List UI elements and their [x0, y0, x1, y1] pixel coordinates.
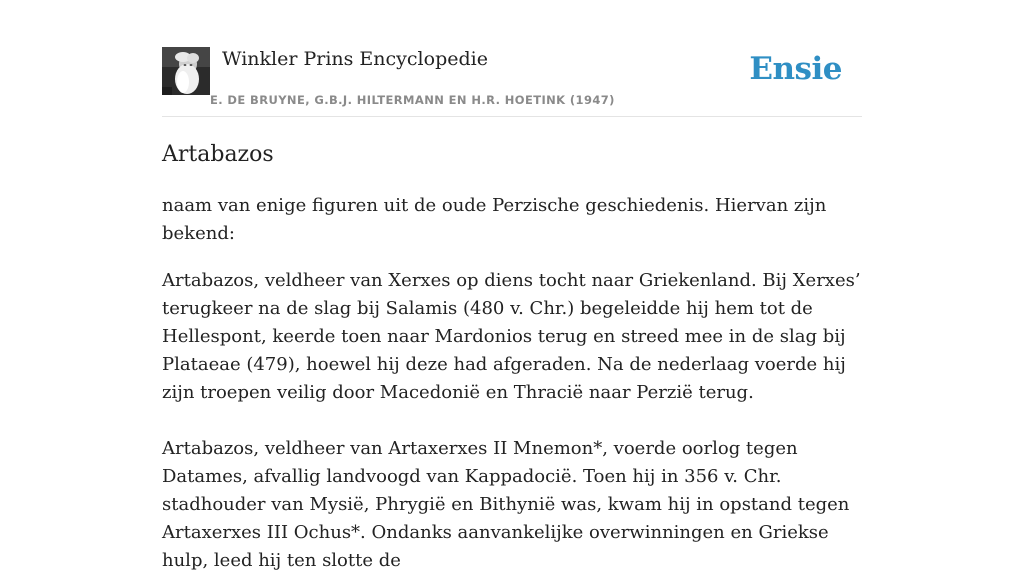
page-container	[162, 0, 862, 571]
article-body	[162, 192, 862, 575]
encyclopedia-title[interactable]: Winkler Prins Encyclopedie	[222, 48, 488, 70]
article-paragraph: Artabazos, veldheer van Xerxes op diens tocht naar Griekenland. Bij Xerxes’ terugkeer na de slag bij Salamis (480 v. Chr.) begeleidde hij hem tot de Hellespont, keerde toen naar Mardonios terug en streed mee in de slag bij Plataeae (479), hoewel hij deze had afgeraden. Na de nederlaag voerde hij zijn troepen veilig door Macedonië en Thracië naar Perzië terug.	[162, 270, 861, 403]
source-header	[162, 0, 862, 117]
article-title: Artabazos	[162, 142, 274, 167]
authors-line: E. DE BRUYNE, G.B.J. HILTERMANN EN H.R. HOETINK (1947)	[210, 93, 615, 107]
article-intro: naam van enige figuren uit de oude Perzische geschiedenis. Hiervan zijn bekend:	[162, 195, 827, 244]
bearded-man-portrait-icon	[162, 47, 210, 95]
article-paragraph: Artabazos, veldheer van Artaxerxes II Mnemon*, voerde oorlog tegen Datames, afvallig landvoogd van Kappadocië. Toen hij in 356 v. Chr. stadhouder van Mysië, Phrygië en Bithynië was, kwam hij in opstand tegen Artaxerxes III Ochus*. Ondanks aanvankelijke overwinningen en Griekse hulp, leed hij ten slotte de	[162, 438, 850, 571]
ensie-logo[interactable]: Ensie	[749, 51, 842, 87]
author-avatar[interactable]	[162, 47, 210, 95]
